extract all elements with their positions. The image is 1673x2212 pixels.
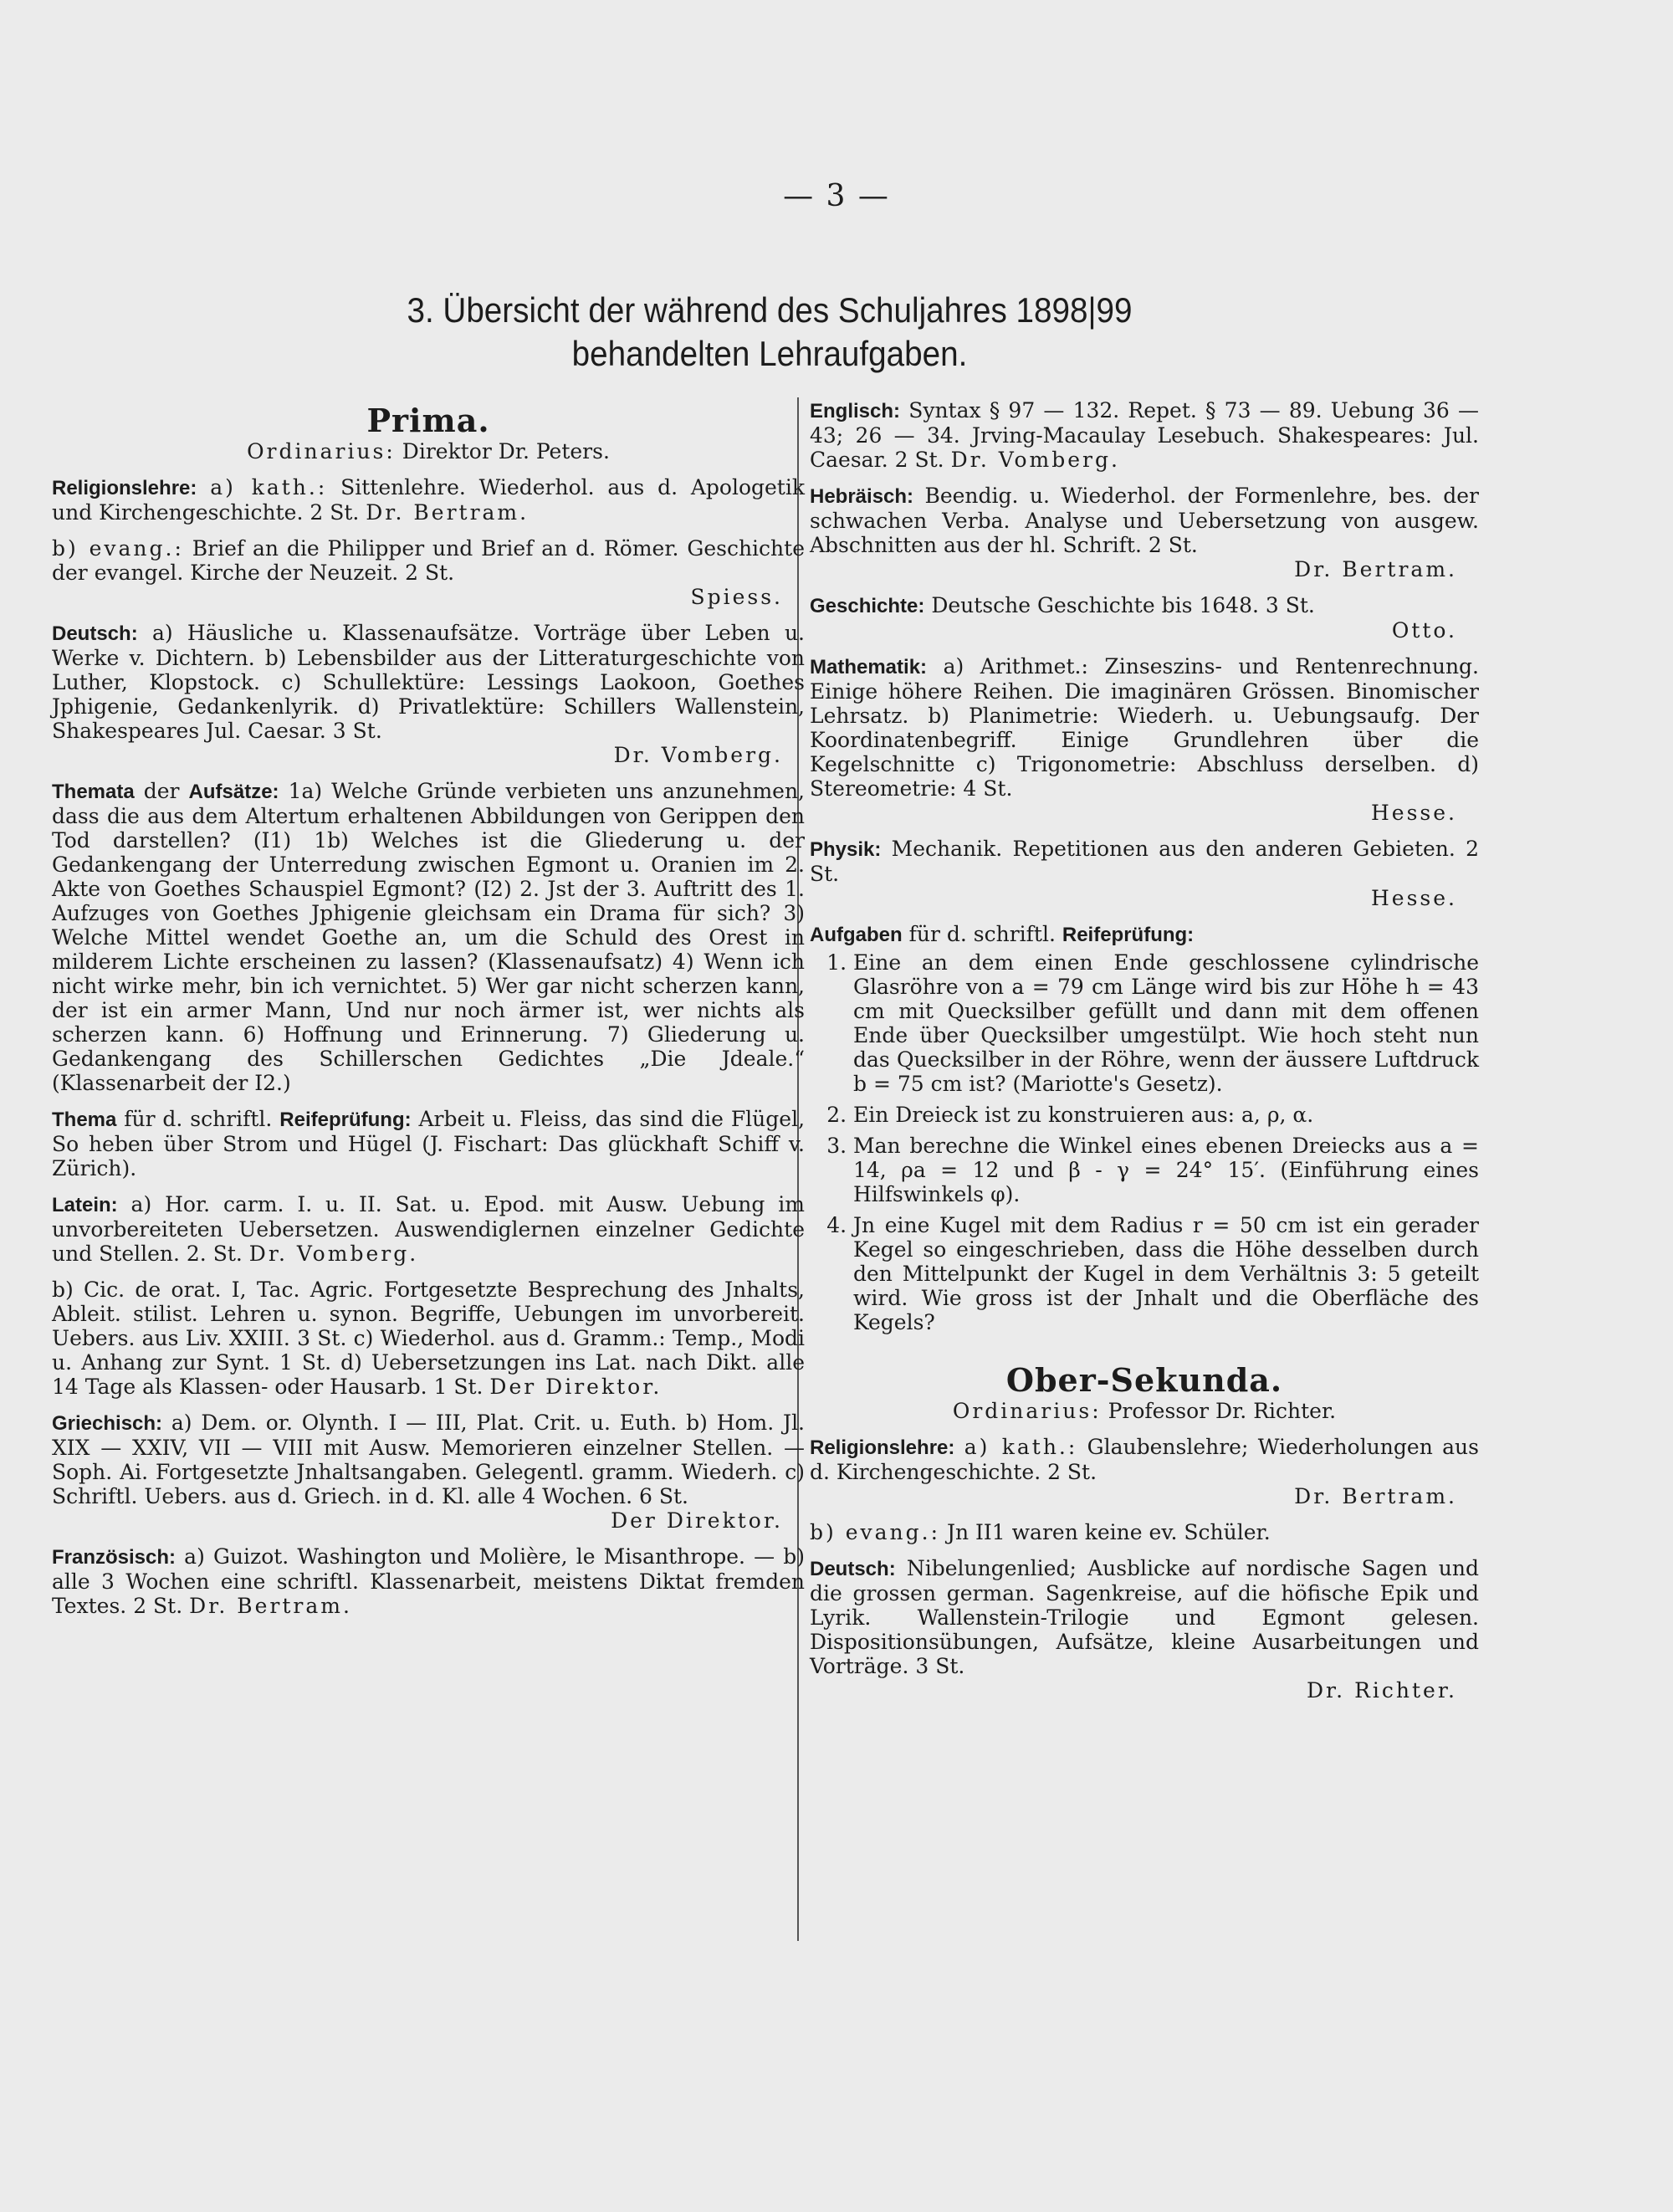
teacher-name: Dr. Vomberg.	[248, 1242, 419, 1266]
prima-latein	[52, 1192, 805, 1266]
teacher-name: Otto.	[1391, 618, 1457, 643]
teacher-name: Dr. Richter.	[1306, 1678, 1457, 1703]
denomination-label: a) kath.:	[210, 475, 328, 499]
teacher-name: Hesse.	[1371, 801, 1457, 825]
task-item: 1. Eine an dem einen Ende geschlossene cylindrische Glasröhre von a = 79 cm Länge wird bis zur Höhe h = 43 cm mit Quecksilber gefüllt und dann mit dem offenen Ende über Quecksilber umgestülpt. Wie hoch steht nun das Quecksilber in der Röhre, wenn der äussere Luftdruck b = 75 cm ist? (Mariotte's Gesetz).	[853, 950, 1479, 1096]
subject-label: Hebräisch:	[810, 485, 914, 508]
subject-label: Religionslehre:	[52, 477, 197, 499]
subject-label: Deutsch:	[810, 1558, 896, 1580]
prima-geschichte	[810, 593, 1479, 643]
prima-deutsch	[52, 621, 805, 767]
subject-label: Themata	[52, 781, 135, 803]
ober-sekunda-deutsch	[810, 1556, 1479, 1703]
subject-text: Beendig. u. Wiederhol. der Formenlehre, bes. der schwachen Verba. Analyse und Uebersetzung von ausgew. Abschnitten aus der hl. Schrift. 2 St.	[810, 484, 1480, 557]
subject-label: Geschichte:	[810, 595, 925, 617]
subject-label: Deutsch:	[52, 622, 138, 645]
subject-label: Thema	[52, 1109, 117, 1131]
subject-text: Nibelungenlied; Ausblicke auf nordische Sagen und die grossen german. Sagenkreise, auf die höfische Epik und Lyrik. Wallenstein-Trilogie und Egmont gelesen. Dispositionsübungen, Aufsätze, kleine Ausarbeitungen und Vorträge. 3 St.	[810, 1556, 1479, 1678]
left-column	[52, 393, 805, 1630]
task-item: 4. Jn eine Kugel mit dem Radius r = 50 cm ist ein gerader Kegel so eingeschrieben, dass die Höhe desselben durch den Mittelpunkt der Kugel in dem Verhältnis 3: 5 geteilt wird. Wie gross ist der Jnhalt und die Oberfläche des Kegels?	[853, 1213, 1479, 1334]
subject-text: Brief an die Philipper und Brief an d. Römer. Geschichte der evangel. Kirche der Neuzeit. 2 St.	[52, 536, 805, 585]
teacher-name: Dr. Vomberg.	[613, 743, 783, 767]
prima-aufgaben-reife	[810, 922, 1479, 1334]
task-list	[810, 950, 1479, 1334]
ordinarius-label: Ordinarius:	[247, 439, 396, 463]
label-connector: für d. schriftl.	[908, 922, 1056, 946]
right-column	[810, 398, 1479, 1714]
label-connector: für d. schriftl.	[124, 1107, 273, 1131]
prima-religion-evang	[52, 536, 805, 609]
task-item: 3. Man berechne die Winkel eines ebenen Dreiecks aus a = 14, ρa = 12 und β - γ = 24° 15′. (Einführung eines Hilfswinkels φ).	[853, 1134, 1479, 1206]
prima-griechisch	[52, 1411, 805, 1533]
subject-label: Aufgaben	[810, 924, 903, 946]
subject-text: Syntax § 97 — 132. Repet. § 73 — 89. Uebung 36 — 43; 26 — 34. Jrving-Macaulay Lesebuch. Shakespeares: Jul. Caesar. 2 St.	[810, 398, 1479, 472]
subject-text: Arbeit u. Fleiss, das sind die Flügel, So heben über Strom und Hügel (J. Fischart: Das glückhaft Schiff v. Zürich).	[52, 1107, 806, 1180]
subject-text: 1a) Welche Gründe verbieten uns anzunehmen, dass die aus dem Altertum erhaltenen Abbildungen von Gerippen den Tod darstellen? (I1) 1b) Welches ist die Gliederung u. der Gedankengang der Unterredung zwischen Egmont u. Oranien im 2. Akte von Goethes Schauspiel Egmont? (I2) 2. Jst der 3. Auftritt des 1. Aufzuges von Goethes Jphigenie gleichsam ein Drama für sich? 3) Welche Mittel wendet Goethe an, um die Schuld des Orest in milderem Lichte erscheinen zu lassen? (Klassenaufsatz) 4) Wenn ich nicht wirke mehr, bin ich vernichtet. 5) Wer gar nicht scherzen kann, der ist ein armer Mann, Und nur noch ärmer ist, wer nichts als scherzen kann. 6) Hoffnung und Erinnerung. 7) Gliederung u. Gedankengang des Schillerschen Gedichtes „Die Jdeale.“ (Klassenarbeit der I2.)	[52, 779, 805, 1095]
subject-label: Latein:	[52, 1194, 118, 1216]
subject-label-2: Aufsätze:	[188, 781, 279, 803]
subject-label: Religionslehre:	[810, 1436, 955, 1459]
subject-label: Griechisch:	[52, 1412, 163, 1435]
prima-heading: Prima.	[366, 402, 490, 439]
prima-englisch	[810, 398, 1479, 472]
subject-label-2: Reifeprüfung:	[279, 1109, 412, 1131]
teacher-name: Spiess.	[690, 585, 783, 609]
teacher-name: Dr. Bertram.	[366, 500, 530, 525]
subject-text: a) Hor. carm. I. u. II. Sat. u. Epod. mit Ausw. Uebung im unvorbereiteten Uebersetzen. Auswendiglernen einzelner Gedichte und Stellen. 2. St.	[52, 1192, 805, 1266]
prima-physik	[810, 837, 1479, 910]
page-title	[62, 289, 1478, 376]
denomination-label: b) evang.:	[810, 1520, 941, 1544]
ober-sekunda-ordinarius	[810, 1399, 1479, 1423]
subject-text: a) Dem. or. Olynth. I — III, Plat. Crit. u. Euth. b) Hom. Jl. XIX — XXIV, VII — VIII mit Ausw. Memorieren einzelner Stellen. — Soph. Ai. Fortgesetzte Jnhaltsangaben. Gelegentl. gramm. Wiederh. c) Schriftl. Uebers. aus d. Griech. in d. Kl. alle 4 Wochen. 6 St.	[52, 1411, 806, 1508]
teacher-name: Hesse.	[1371, 886, 1457, 910]
subject-text: a) Arithmet.: Zinseszins- und Rentenrechnung. Einige höhere Reihen. Die imaginären Grössen. Binomischer Lehrsatz. b) Planimetrie: Wiederh. u. Uebungsaufg. Der Koordinatenbegriff. Einige Grundlehren über die Kegelschnitte c) Trigonometrie: Abschluss derselben. d) Stereometrie: 4 St.	[810, 654, 1479, 801]
ordinarius-label: Ordinarius:	[952, 1399, 1102, 1423]
teacher-name: Dr. Bertram.	[1294, 1484, 1457, 1508]
title-line-1: 3. Übersicht der während des Schuljahres 1898|99	[407, 290, 1133, 330]
label-connector: der	[143, 779, 180, 803]
ober-sekunda-heading: Ober-Sekunda.	[1005, 1361, 1283, 1399]
subject-text: Jn II1 waren keine ev. Schüler.	[946, 1520, 1271, 1544]
teacher-name: Der Direktor.	[489, 1375, 663, 1399]
prima-latein-b	[52, 1278, 805, 1399]
subject-label: Französisch:	[52, 1546, 177, 1569]
teacher-name: Dr. Vomberg.	[950, 448, 1120, 472]
subject-text: a) Guizot. Washington und Molière, le Misanthrope. — b) alle 3 Wochen eine schriftl. Klassenarbeit, meistens Diktat fremden Textes. 2 St.	[52, 1544, 805, 1618]
teacher-name: Dr. Bertram.	[189, 1594, 352, 1618]
title-line-2: behandelten Lehraufgaben.	[571, 334, 968, 373]
page-number: — 3 —	[783, 179, 890, 213]
prima-thema-reife	[52, 1107, 805, 1180]
task-item: 2. Ein Dreieck ist zu konstruieren aus: a, ρ, α.	[853, 1103, 1479, 1127]
ordinarius-value: Professor Dr. Richter.	[1108, 1399, 1337, 1423]
ober-sekunda-religion	[810, 1435, 1479, 1508]
subject-text: b) Cic. de orat. I, Tac. Agric. Fortgesetzte Besprechung des Jnhalts, Ableit. stilist. Lehren u. synon. Begriffe, Uebungen im unvorbereit. Uebers. aus Liv. XXIII. 3 St. c) Wiederhol. aus d. Gramm.: Temp., Modi u. Anhang zur Synt. 1 St. d) Uebersetzungen ins Lat. nach Dikt. alle 14 Tage als Klassen- oder Hausarb. 1 St.	[52, 1278, 805, 1399]
prima-mathematik	[810, 654, 1479, 825]
subject-label: Englisch:	[810, 400, 901, 422]
ordinarius-value: Direktor Dr. Peters.	[402, 439, 610, 463]
subject-text: a) Häusliche u. Klassenaufsätze. Vorträge über Leben u. Werke v. Dichtern. b) Lebensbilder aus der Litteraturgeschichte von Luther, Klopstock. c) Schullektüre: Lessings Laokoon, Goethes Jphigenie, Gedankenlyrik. d) Privatlektüre: Schillers Wallenstein, Shakespeares Jul. Caesar. 3 St.	[52, 621, 805, 743]
prima-hebraeisch	[810, 484, 1479, 581]
prima-franzoesisch	[52, 1544, 805, 1618]
denomination-label: b) evang.:	[52, 536, 184, 561]
teacher-name: Der Direktor.	[611, 1508, 783, 1533]
prima-ordinarius	[52, 439, 805, 463]
subject-text: Glaubenslehre; Wiederholungen aus d. Kirchengeschichte. 2 St.	[810, 1435, 1479, 1484]
subject-label: Physik:	[810, 838, 882, 861]
subject-label-2: Reifeprüfung:	[1062, 924, 1195, 946]
subject-text: Deutsche Geschichte bis 1648. 3 St.	[931, 593, 1315, 617]
subject-text: Mechanik. Repetitionen aus den anderen Gebieten. 2 St.	[810, 837, 1479, 886]
teacher-name: Dr. Bertram.	[1294, 557, 1457, 581]
denomination-label: a) kath.:	[964, 1435, 1078, 1459]
ober-sekunda-religion-evang	[810, 1520, 1479, 1544]
subject-label: Mathematik:	[810, 656, 928, 678]
prima-religion	[52, 475, 805, 525]
subject-text: Sittenlehre. Wiederhol. aus d. Apologetik und Kirchengeschichte. 2 St.	[52, 475, 805, 525]
prima-themata	[52, 779, 805, 1095]
